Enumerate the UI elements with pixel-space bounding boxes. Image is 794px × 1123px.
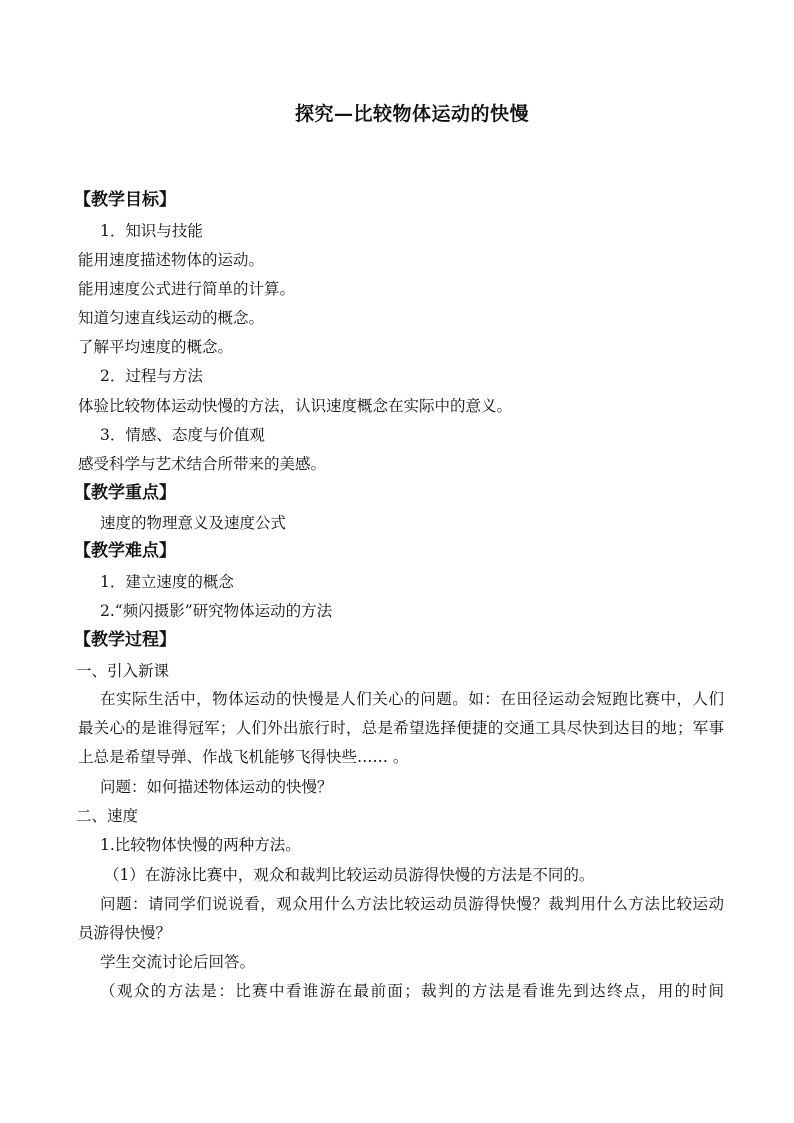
intro-paragraph-line-1: 在实际生活中，物体运动的快慢是人们关心的问题。如：在田径运动会短跑比赛中，人们	[100, 690, 724, 708]
key-point-1: 速度的物理意义及速度公式	[100, 514, 287, 532]
speed-question-line-2: 员游得快慢？	[78, 924, 172, 942]
section-intro: 一、引入新课	[76, 662, 170, 680]
goal-3: 3．情感、态度与价值观	[100, 426, 265, 444]
goal-3-a: 感受科学与艺术结合所带来的美感。	[78, 455, 327, 473]
intro-question: 问题：如何描述物体运动的快慢？	[100, 778, 333, 796]
difficulty-1: 1．建立速度的概念	[100, 573, 234, 591]
intro-paragraph-line-2: 最关心的是谁得冠军；人们外出旅行时，总是希望选择便捷的交通工具尽快到达目的地；军事	[78, 719, 724, 737]
heading-process: 【教学过程】	[74, 630, 176, 650]
speed-question-line-1: 问题：请同学们说说看，观众用什么方法比较运动员游得快慢？裁判用什么方法比较运动	[100, 895, 724, 913]
heading-teaching-goals: 【教学目标】	[74, 190, 176, 210]
answer-line-1: （观众的方法是：比赛中看谁游在最前面；裁判的方法是看谁先到达终点，用的时间	[100, 982, 724, 1000]
heading-key-points: 【教学重点】	[74, 483, 176, 503]
student-discussion: 学生交流讨论后回答。	[100, 953, 256, 971]
goal-1-d: 了解平均速度的概念。	[78, 338, 234, 356]
document-title: 探究—比较物体运动的快慢	[294, 103, 529, 125]
intro-paragraph-line-3: 上总是希望导弹、作战飞机能够飞得快些…… 。	[78, 748, 409, 766]
goal-2: 2．过程与方法	[100, 367, 203, 385]
goal-1-a: 能用速度描述物体的运动。	[78, 251, 265, 269]
speed-item-1: 1.比较物体快慢的两种方法。	[100, 836, 301, 854]
goal-1: 1．知识与技能	[100, 222, 203, 240]
goal-1-b: 能用速度公式进行简单的计算。	[78, 280, 296, 298]
heading-difficulties: 【教学难点】	[74, 541, 176, 561]
section-speed: 二、速度	[76, 807, 139, 825]
difficulty-2: 2.“频闪摄影”研究物体运动的方法	[100, 602, 333, 620]
goal-1-c: 知道匀速直线运动的概念。	[78, 309, 265, 327]
speed-item-1-sub-1: （1）在游泳比赛中，观众和裁判比较运动员游得快慢的方法是不同的。	[104, 866, 595, 884]
goal-2-a: 体验比较物体运动快慢的方法，认识速度概念在实际中的意义。	[78, 397, 513, 415]
